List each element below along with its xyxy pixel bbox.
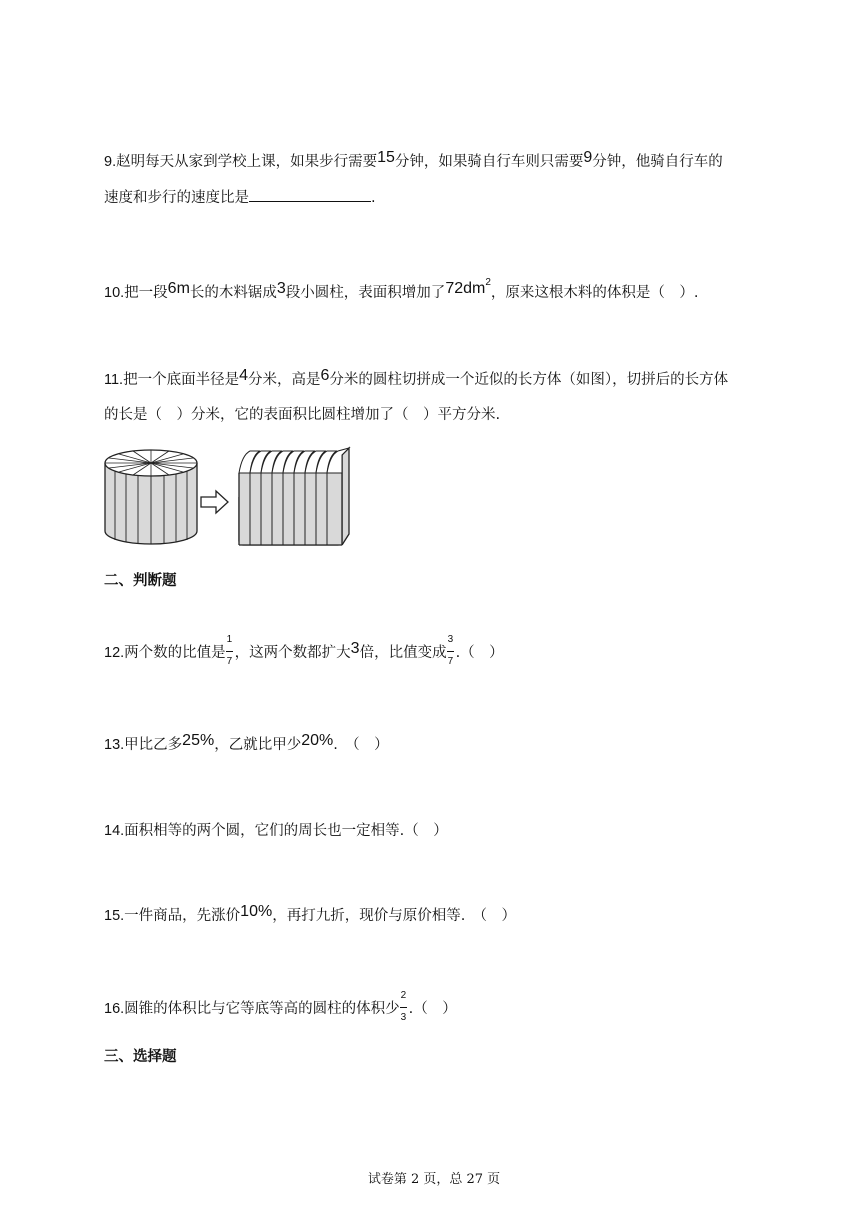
question-text: 圆锥的体积比与它等底等高的圆柱的体积少 xyxy=(124,1001,400,1017)
question-14 xyxy=(104,821,448,841)
question-11-line-2 xyxy=(104,405,500,425)
question-number: 13. xyxy=(104,737,125,753)
page-footer: 试卷第 2 页，总 27 页 xyxy=(367,1172,501,1187)
question-15 xyxy=(104,903,517,926)
question-text: 把一个底面半径是 xyxy=(123,372,240,388)
math-value: 15 xyxy=(377,149,395,166)
cuboid-figure xyxy=(239,448,349,545)
question-text: 赵明每天从家到学校上课，如果步行需要 xyxy=(116,154,378,170)
question-text: . xyxy=(371,190,376,206)
question-text: .（ ） xyxy=(455,645,504,661)
fraction xyxy=(226,634,235,672)
fraction-bar xyxy=(226,651,233,652)
math-value: 6m xyxy=(167,280,190,297)
math-value: 3 xyxy=(350,640,360,657)
question-text: 一件商品，先涨价 xyxy=(124,908,241,924)
question-text: 把一段 xyxy=(124,285,168,301)
math-value: 6 xyxy=(320,367,330,384)
math-value: 10% xyxy=(240,903,273,920)
question-10 xyxy=(104,277,699,305)
question-text: 面积相等的两个圆，它们的周长也一定相等.（ ） xyxy=(124,823,448,839)
math-value: 25% xyxy=(182,732,215,749)
math-value: 72dm xyxy=(445,280,486,297)
fraction-bar xyxy=(447,651,454,652)
cylinder-figure xyxy=(105,450,197,544)
question-text: 甲比乙多 xyxy=(124,737,183,753)
math-value: 9 xyxy=(583,149,593,166)
question-text: .（ ） xyxy=(408,1001,457,1017)
fraction-numerator: 2 xyxy=(400,990,407,1001)
question-9 xyxy=(104,149,723,172)
question-text: ，这两个数都扩大 xyxy=(234,645,351,661)
fraction xyxy=(447,634,456,672)
question-text: 分米，高是 xyxy=(248,372,321,388)
question-text: 两个数的比值是 xyxy=(124,645,226,661)
question-text: 长的木料锯成 xyxy=(189,285,277,301)
question-text: 分钟，如果骑自行车则只需要 xyxy=(394,154,584,170)
question-number: 14. xyxy=(104,823,125,839)
question-text: 倍，比值变成 xyxy=(359,645,447,661)
right-arrow-icon xyxy=(201,491,228,513)
superscript: 2 xyxy=(485,277,491,288)
question-text: ，原来这根木料的体积是（ ）. xyxy=(490,285,699,301)
fraction xyxy=(400,990,409,1028)
question-text: 的长是（ ）分米，它的表面积比圆柱增加了（ ）平方分米. xyxy=(104,407,501,423)
question-9-line-2 xyxy=(104,187,376,208)
question-number: 12. xyxy=(104,645,125,661)
question-text: ，乙就比甲少 xyxy=(214,737,302,753)
question-number: 15. xyxy=(104,908,125,924)
question-13 xyxy=(104,732,389,755)
question-16 xyxy=(104,990,457,1028)
question-number: 10. xyxy=(104,285,125,301)
question-text: . （ ） xyxy=(333,737,389,753)
section-heading-choice: 三、选择题 xyxy=(104,1049,177,1065)
fraction-denominator: 3 xyxy=(400,1012,407,1023)
cylinder-to-cuboid-figure xyxy=(100,445,360,549)
math-value: 4 xyxy=(239,367,248,384)
fraction-denominator: 7 xyxy=(226,656,233,667)
fraction-numerator: 3 xyxy=(447,634,454,645)
fraction-denominator: 7 xyxy=(447,656,454,667)
question-11 xyxy=(104,367,729,390)
fraction-bar xyxy=(400,1007,407,1008)
question-text: 段小圆柱，表面积增加了 xyxy=(285,285,446,301)
question-12 xyxy=(104,634,504,672)
section-heading-judgment: 二、判断题 xyxy=(104,573,177,589)
math-value: 20% xyxy=(301,732,334,749)
question-text: 分钟，他骑自行车的 xyxy=(592,154,723,170)
question-number: 11. xyxy=(104,372,124,388)
question-text: 速度和步行的速度比是 xyxy=(104,190,249,206)
question-number: 9. xyxy=(104,154,117,170)
question-number: 16. xyxy=(104,1001,125,1017)
question-text: 分米的圆柱切拼成一个近似的长方体（如图），切拼后的长方体 xyxy=(329,372,729,388)
math-value: 3 xyxy=(276,280,286,297)
fraction-numerator: 1 xyxy=(226,634,233,645)
question-text: ，再打九折，现价与原价相等. （ ） xyxy=(272,908,517,924)
answer-blank[interactable] xyxy=(249,187,371,202)
